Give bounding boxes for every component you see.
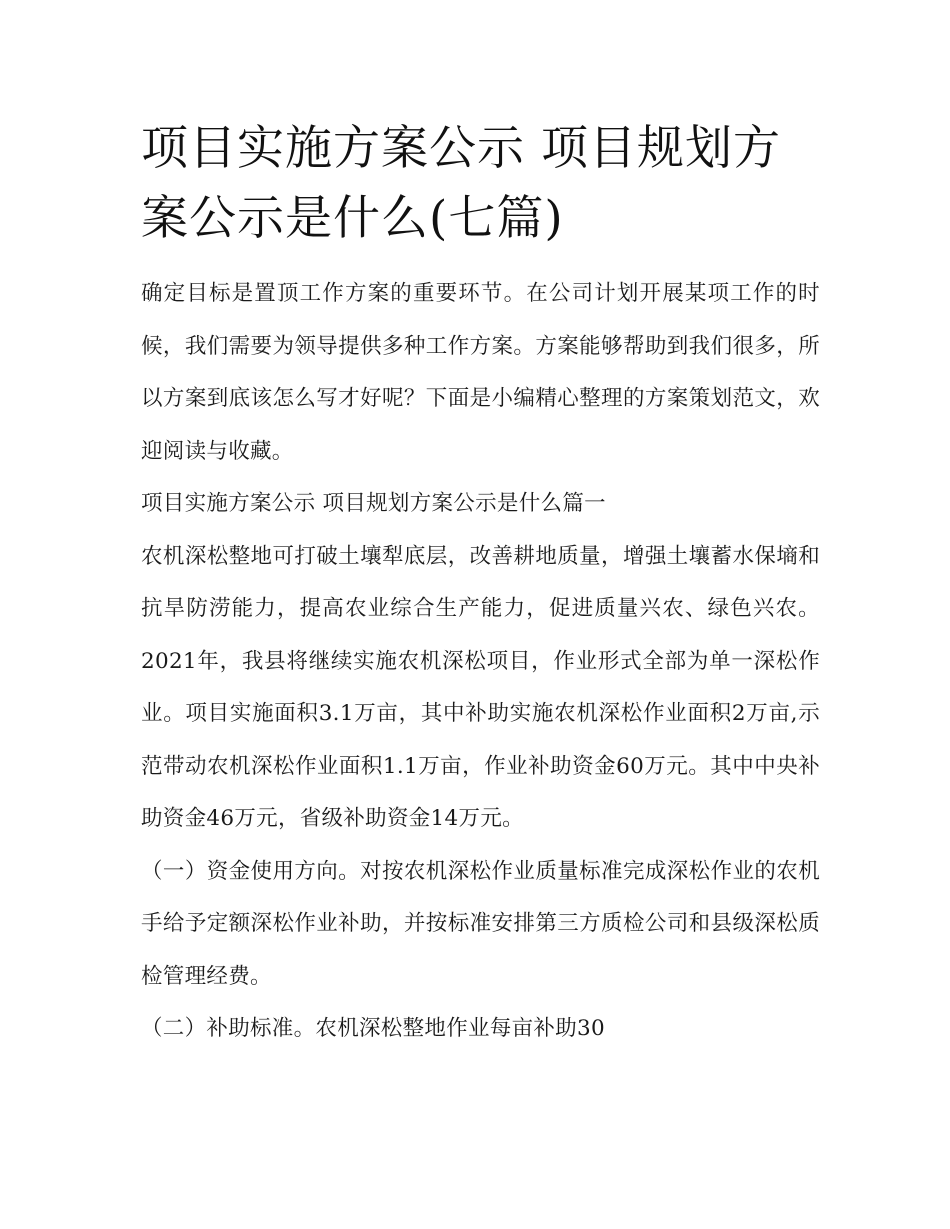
document-title: 项目实施方案公示 项目规划方案公示是什么(七篇) [141,121,781,246]
section-heading: 项目实施方案公示 项目规划方案公示是什么篇一 [141,491,606,516]
body-paragraph: 农机深松整地可打破土壤犁底层，改善耕地质量，增强土壤蓄水保墒和抗旱防涝能力，提高农业综合生产能力，促进质量兴农、绿色兴农。2021年，我县将继续实施农机深松项目，作业形式全部为单一深松作业。项目实施面积3.1万亩，其中补助实施农机深松作业面积2万亩,示范带动农机深松作业面积1.1万亩，作业补助资金60万元。其中中央补助资金46万元，省级补助资金14万元。 [141,543,820,831]
intro-paragraph: 确定目标是置顶工作方案的重要环节。在公司计划开展某项工作的时候，我们需要为领导提供多种工作方案。方案能够帮助到我们很多，所以方案到底该怎么写才好呢？下面是小编精心整理的方案策划范文，欢迎阅读与收藏。 [141,281,820,464]
subsidy-standard-paragraph: （二）补助标准。农机深松整地作业每亩补助30 [141,1016,605,1041]
document-body [141,268,820,1056]
funding-direction-paragraph: （一）资金使用方向。对按农机深松作业质量标准完成深松作业的农机手给予定额深松作业补助，并按标准安排第三方质检公司和县级深松质检管理经费。 [141,858,820,989]
